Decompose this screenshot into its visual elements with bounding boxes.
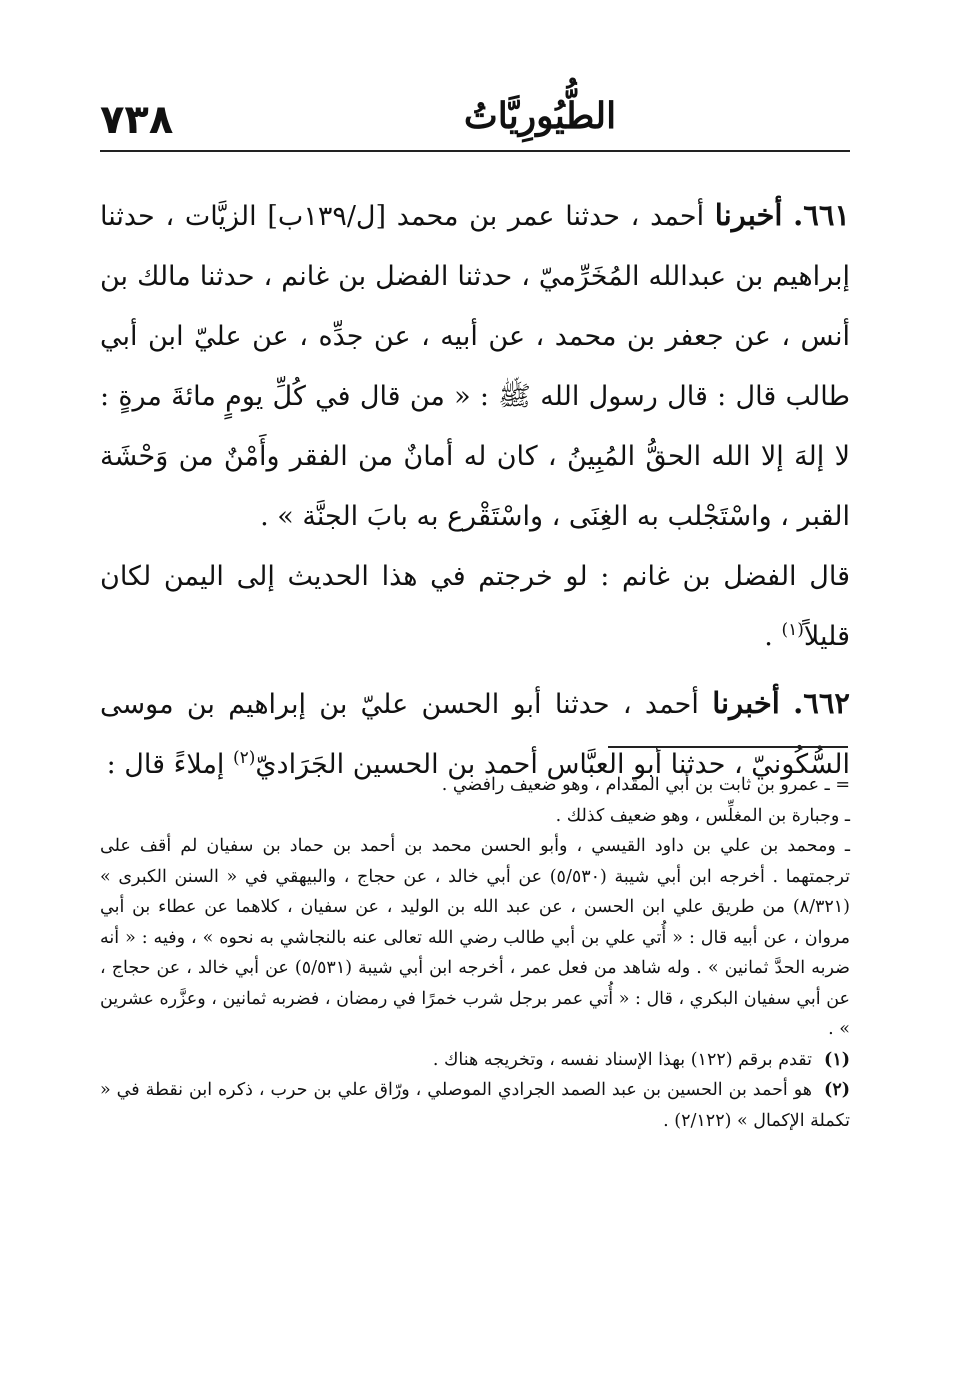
main-text [100, 185, 850, 795]
fadl-remark [100, 547, 850, 667]
hadith-text: أحمد ، حدثنا عمر بن محمد [ل/١٣٩ب] الزيَّات ، حدثنا إبراهيم بن عبدالله المُخَرِّميّ ، حدثنا الفضل بن غانم ، حدثنا مالك بن أنس ، عن جعفر بن محمد ، عن أبيه ، عن جدِّه ، عن عليّ ابن أبي طالب قال : قال رسول الله ﷺ : « من قال في كُلِّ يومٍ مائةَ مرةٍ : لا إلهَ إلا الله الحقُّ المُبِينُ ، كان له أمانٌ من الفقر وأَمْنٌ من وَحْشَة القبر ، واسْتَجْلب به الغِنَى ، واسْتَقْرع به بابَ الجنَّة » . [100, 201, 850, 532]
footnotes [100, 770, 850, 1136]
footnote-2 [100, 1075, 850, 1136]
footnote-text: تقدم برقم (١٢٢) بهذا الإسناد نفسه ، وتخريجه هناك . [432, 1049, 812, 1070]
hadith-text-end: إملاءً قال : [106, 749, 233, 780]
running-title: الطُّيُورِيَّاتُ [463, 95, 617, 137]
page-header [100, 95, 850, 155]
footnote-continuation-line: ـ ومحمد بن علي بن داود القيسي ، وأبو الحسن محمد بن أحمد بن حماد بن سفيان لم أقف على ترجمتهما . أخرجه ابن أبي شيبة (٥/٥٣٠) عن أبي خالد ، عن حجاج ، والبيهقي في « السنن الكبرى » (٨/٣٢١) من طريق علي ابن الحسن ، عن عبد الله بن الوليد ، عن سفيان ، كلاهما عن عطاء بن أبي مروان ، عن أبيه قال : « أُتي علي بن أبي طالب رضي الله تعالى عنه بالنجاشي به نحوه » ، وفيه : « أنه ضربه الحدَّ ثمانين » . وله شاهد من فعل عمر ، أخرجه ابن أبي شيبة (٥/٥٣١) عن أبي خالد ، عن حجاج ، عن أبي سفيان البكري ، قال : « أُتي عمر برجل شرب خمرًا في رمضان ، فضربه ثمانين ، وعزَّره عشرين » . [100, 836, 850, 1039]
hadith-lead: أخبرنا [712, 686, 780, 720]
footnote-continuation-line: = ـ عمرو بن ثابت بن أبي المقدام ، وهو ضعيف رافضي . [441, 775, 850, 795]
remark-text: قال الفضل بن غانم : لو خرجتم في هذا الحديث إلى اليمن لكان قليلاً [100, 561, 850, 652]
remark-end: . [764, 621, 782, 652]
footnote-ref: (١) [781, 620, 804, 640]
hadith-lead: أخبرنا [714, 198, 783, 232]
hadith-number: ٦٦١. [793, 198, 850, 232]
footnote-rule [608, 746, 848, 748]
footnote-number: (١) [824, 1049, 850, 1070]
footnote-number: (٢) [824, 1080, 850, 1100]
footnote-continuation-line: ـ وجبارة بن المغلِّس ، وهو ضعيف كذلك . [555, 805, 850, 826]
footnote-ref: (٢) [233, 748, 256, 768]
hadith-text: أحمد ، حدثنا أبو الحسن عليّ بن إبراهيم بن موسى السُّكُونيّ ، حدثنا أبو العبَّاس أحمد بن الحسين الجَرَاديّ [100, 689, 850, 780]
footnote-1 [100, 1045, 850, 1076]
page-number: ٧٣٨ [100, 97, 174, 143]
footnote-text: هو أحمد بن الحسين بن عبد الصمد الجرادي الموصلي ، ورّاق علي بن حرب ، ذكره ابن نقطة في « تكملة الإكمال » (٢/١٢٢) . [100, 1080, 850, 1131]
header-rule [100, 150, 850, 152]
hadith-number: ٦٦٢. [793, 686, 850, 720]
hadith-661 [100, 185, 850, 547]
